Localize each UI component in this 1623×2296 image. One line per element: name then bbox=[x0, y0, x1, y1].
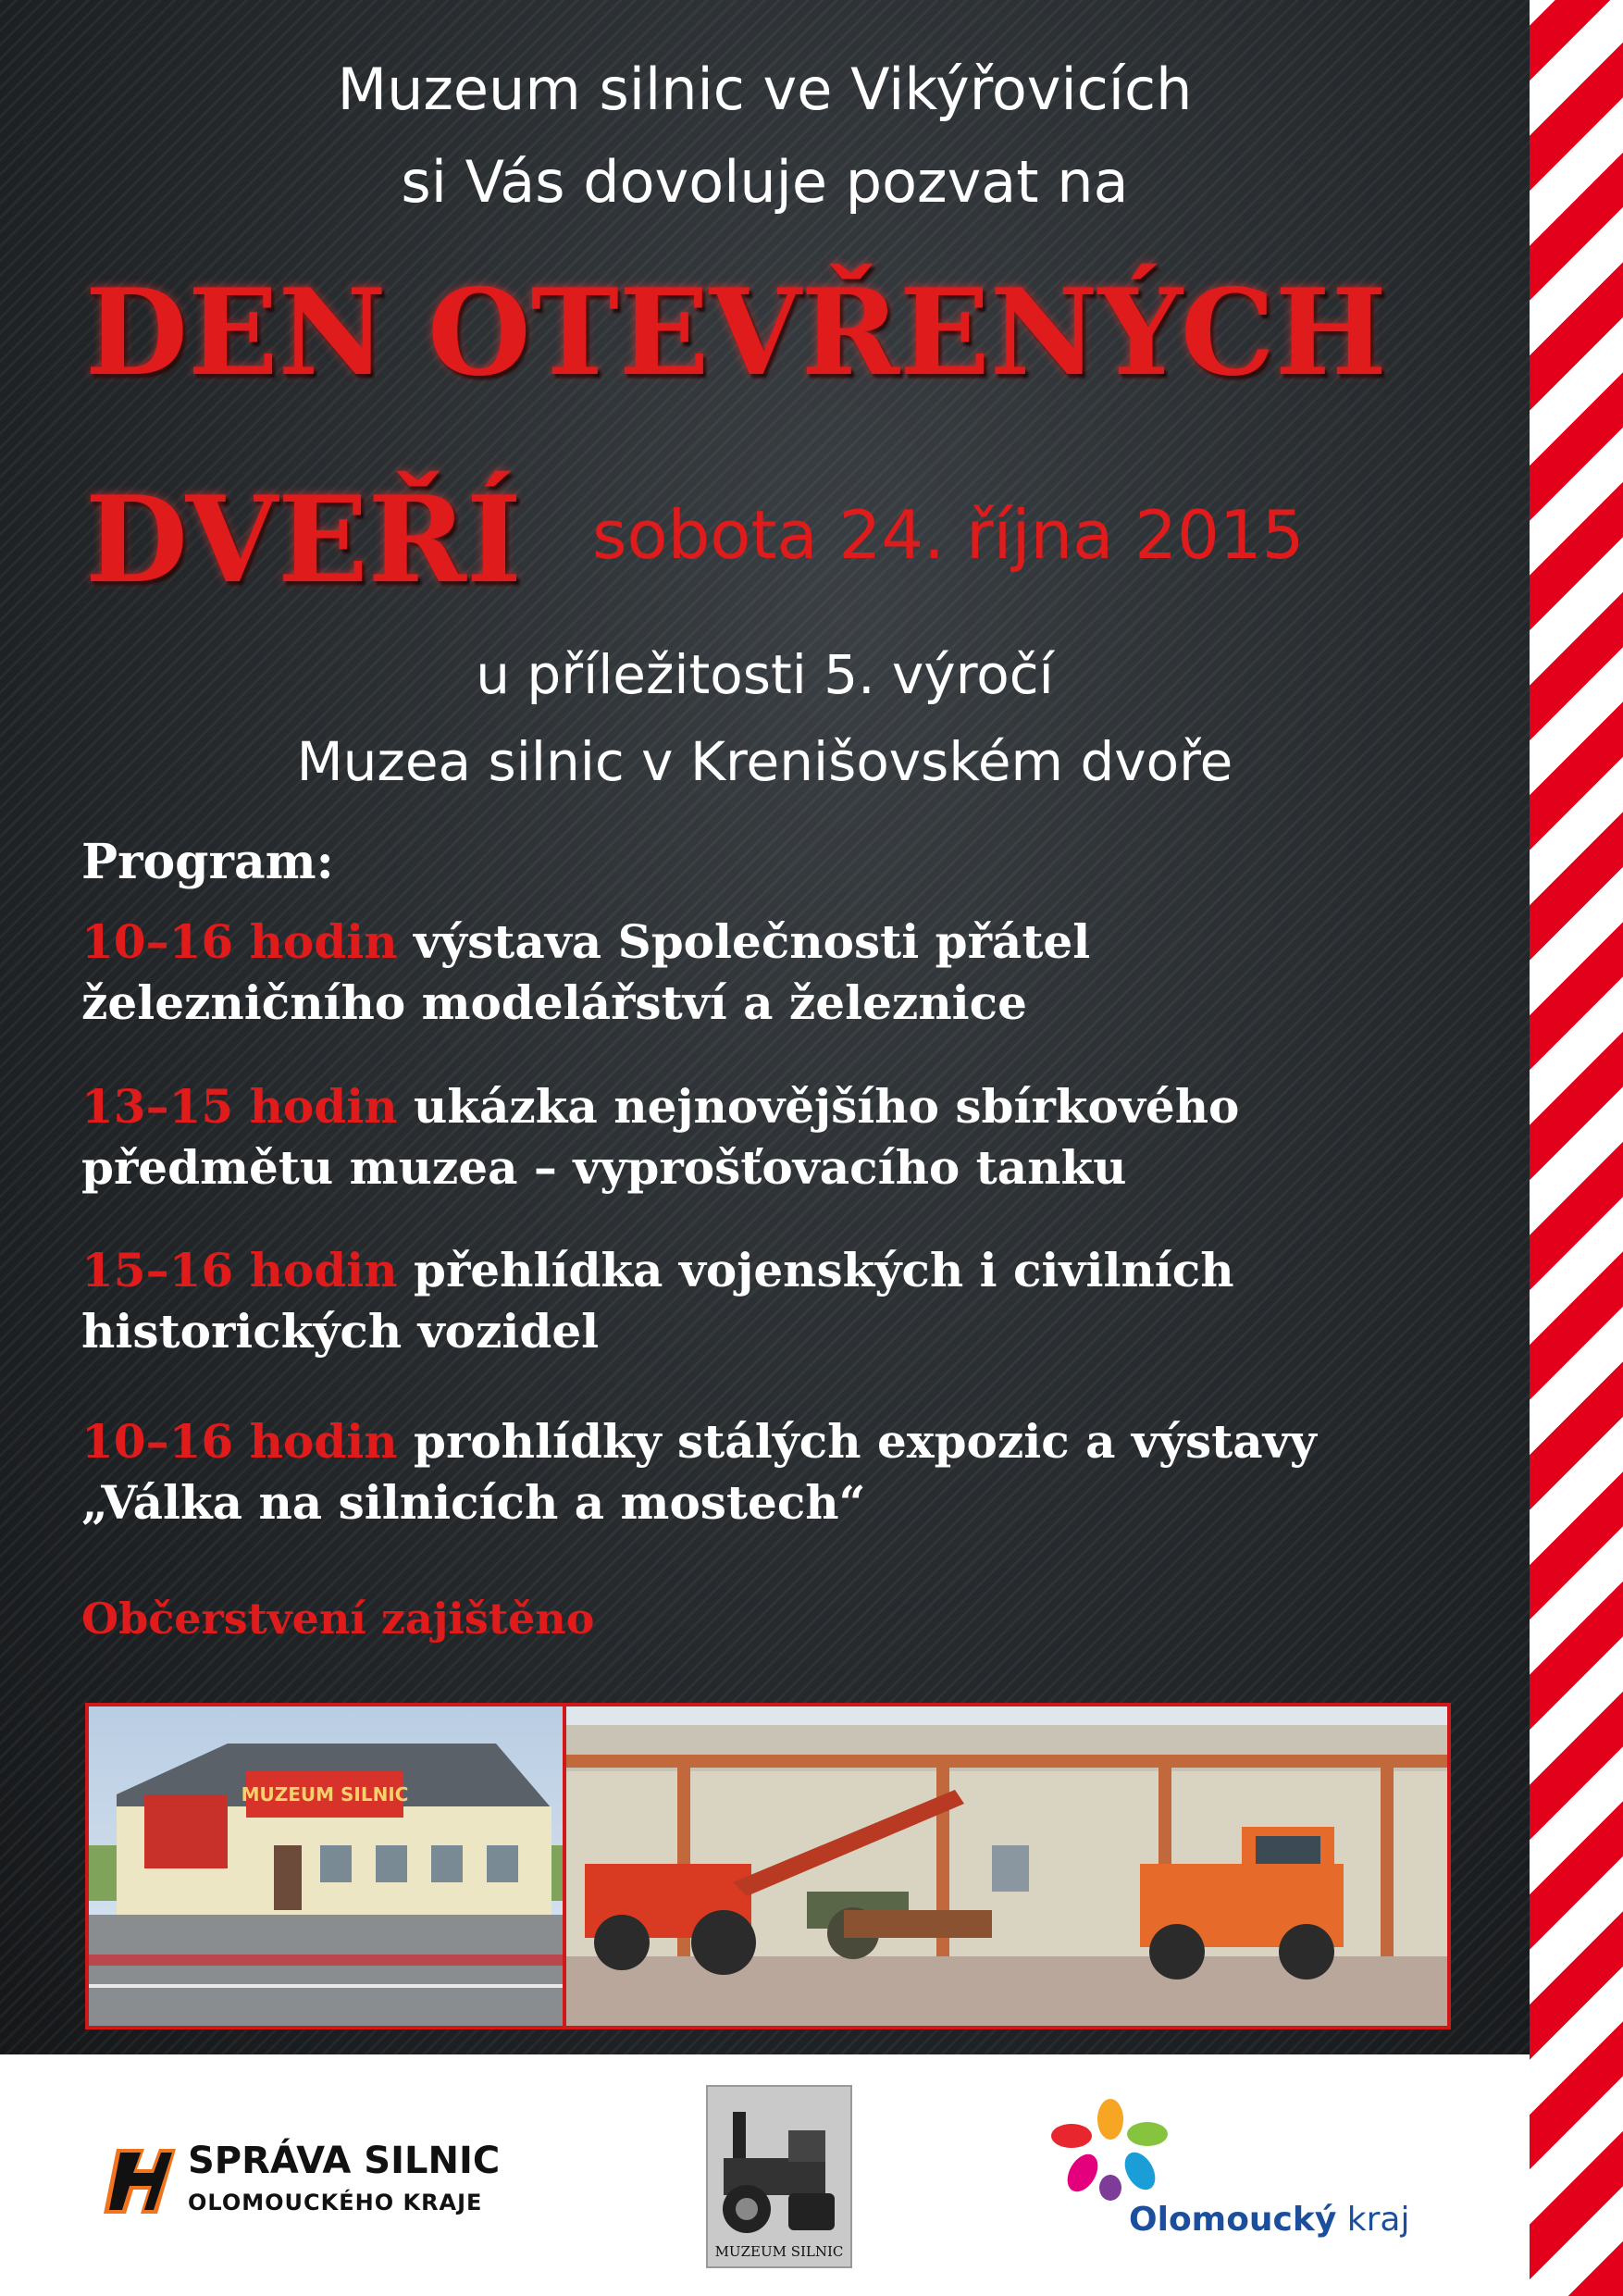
event-title-line-1: DEN OTEVŘENÝCH bbox=[85, 264, 1387, 403]
program-text: ukázka nejnovějšího sbírkového bbox=[414, 1079, 1240, 1134]
kraj-name bbox=[1129, 2201, 1409, 2239]
program-heading: Program: bbox=[81, 834, 334, 890]
occasion-line-1: u příležitosti 5. výročí bbox=[476, 643, 1054, 706]
event-date: sobota 24. října 2015 bbox=[592, 496, 1305, 574]
program-text-cont: železničního modelářství a železnice bbox=[81, 975, 1027, 1030]
intro-line-1: Muzeum silnic ve Vikýřovicích bbox=[337, 56, 1193, 123]
kraj-name-bold: Olomoucký bbox=[1129, 2201, 1337, 2239]
program-time: 10–16 hodin bbox=[81, 914, 398, 969]
muzeum-silnic-logo-text: MUZEUM SILNIC bbox=[714, 2243, 844, 2260]
program-text-cont: historických vozidel bbox=[81, 1304, 600, 1359]
program-text-cont: předmětu muzea – vyprošťovacího tanku bbox=[81, 1140, 1127, 1195]
program-item bbox=[81, 1411, 1451, 1533]
sprava-silnic-region: OLOMOUCKÉHO KRAJE bbox=[188, 2190, 483, 2215]
building-sign-text: MUZEUM SILNIC bbox=[241, 1783, 409, 1806]
warning-stripes-border bbox=[1530, 0, 1623, 2296]
sprava-silnic-logo bbox=[100, 2132, 526, 2234]
program-text: prohlídky stálých expozic a výstavy bbox=[414, 1414, 1317, 1469]
program-time: 10–16 hodin bbox=[81, 1414, 398, 1469]
sprava-silnic-name: SPRÁVA SILNIC bbox=[188, 2140, 501, 2182]
kraj-name-normal: kraj bbox=[1346, 2201, 1410, 2239]
vehicle-shelter-photo bbox=[566, 1706, 1447, 2026]
program-text-cont: „Válka na silnicích a mostech“ bbox=[81, 1475, 866, 1530]
olomoucky-kraj-logo bbox=[1046, 2099, 1434, 2247]
event-title-line-2: DVEŘÍ bbox=[85, 471, 522, 610]
muzeum-silnic-logo bbox=[705, 2084, 853, 2269]
program-item bbox=[81, 1076, 1451, 1198]
program-time: 15–16 hodin bbox=[81, 1243, 398, 1297]
kraj-flower-icon bbox=[1046, 2099, 1175, 2201]
occasion-line-2: Muzea silnic v Krenišovském dvoře bbox=[296, 730, 1233, 793]
intro-line-2: si Vás dovoluje pozvat na bbox=[401, 148, 1129, 216]
program-text: přehlídka vojenských i civilních bbox=[414, 1243, 1234, 1297]
photo-strip bbox=[85, 1703, 1451, 2029]
program-item bbox=[81, 912, 1451, 1034]
program-time: 13–15 hodin bbox=[81, 1079, 398, 1134]
program-item bbox=[81, 1240, 1451, 1362]
footer-logos bbox=[0, 2054, 1530, 2296]
refreshments-note: Občerstvení zajištěno bbox=[81, 1594, 595, 1644]
museum-building-photo bbox=[89, 1706, 566, 2026]
sprava-silnic-h-icon bbox=[100, 2141, 180, 2221]
steamroller-icon bbox=[705, 2084, 853, 2269]
program-text: výstava Společnosti přátel bbox=[414, 914, 1091, 969]
